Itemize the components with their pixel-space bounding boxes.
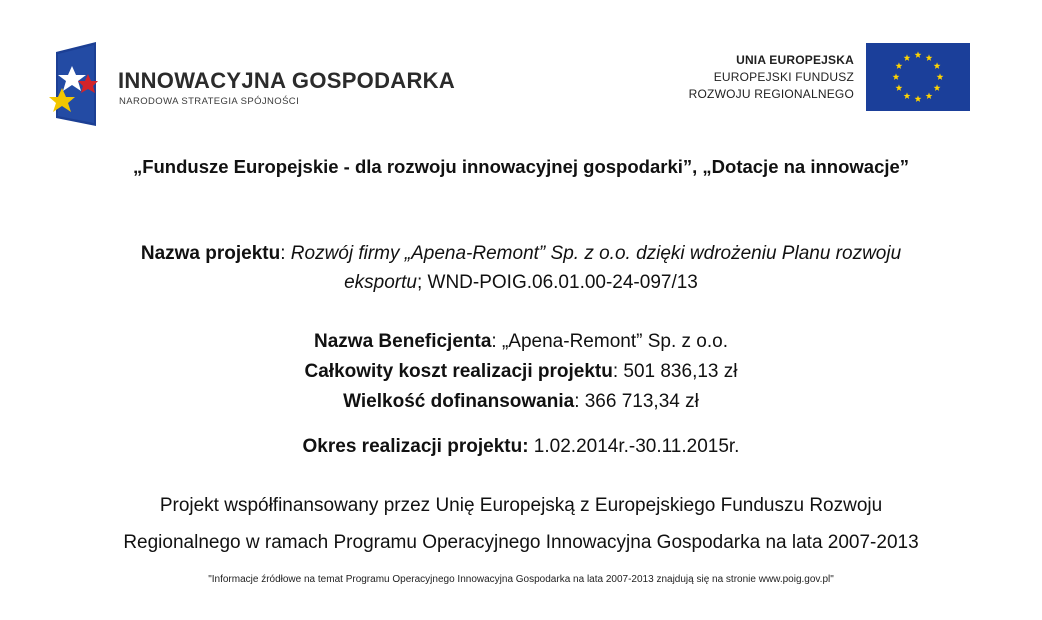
project-name-value-2: eksportu: [344, 272, 417, 293]
project-name-label: Nazwa projektu: [140, 243, 281, 264]
beneficiary-line: [0, 331, 1042, 353]
total-cost-label: Całkowity koszt realizacji projektu: [304, 361, 613, 382]
project-name-line-2: [0, 272, 1042, 294]
logo-subtitle: NARODOWA STRATEGIA SPÓJNOŚCI: [119, 96, 300, 107]
footer-note: "Informacje źródłowe na temat Programu Operacyjnego Innowacyjna Gospodarka na lata 2007-2013 znajdują się na stronie www.poig.gov.pl": [208, 574, 834, 585]
period-line: [0, 436, 1042, 458]
total-cost-value: : 501 836,13 zł: [612, 361, 738, 382]
funding-line: [0, 391, 1042, 413]
period-label: Okres realizacji projektu:: [302, 436, 529, 457]
funding-label: Wielkość dofinansowania: [343, 391, 575, 412]
eu-flag-icon: [866, 43, 970, 111]
cofinancing-line-1: Projekt współfinansowany przez Unię Europejską z Europejskiego Funduszu Rozwoju: [159, 495, 883, 516]
project-name-line: Nazwa projektu: Rozwój firmy „Apena-Remont” Sp. z o.o. dzięki wdrożeniu Planu rozwoju: [140, 243, 902, 264]
eu-text-block: [689, 52, 854, 103]
beneficiary-value: : „Apena-Remont” Sp. z o.o.: [491, 331, 728, 352]
project-name-value: Rozwój firmy „Apena-Remont” Sp. z o.o. dzięki wdrożeniu Planu rozwoju: [290, 243, 902, 264]
period-value: 1.02.2014r.-30.11.2015r.: [528, 436, 740, 457]
innowacyjna-gospodarka-logo: [48, 40, 456, 130]
eu-fund-line: EUROPEJSKI FUNDUSZ: [713, 70, 854, 84]
project-code: ; WND-POIG.06.01.00-24-097/13: [416, 272, 698, 293]
beneficiary-label: Nazwa Beneficjenta: [314, 331, 492, 352]
slogan: „Fundusze Europejskie - dla rozwoju innowacyjnej gospodarki”, „Dotacje na innowacje”: [132, 156, 910, 177]
funding-value: : 366 713,34 zł: [574, 391, 699, 412]
total-cost-line: [0, 361, 1042, 383]
eu-region-line: ROZWOJU REGIONALNEGO: [688, 87, 854, 101]
logo-title: INNOWACYJNA GOSPODARKA: [118, 68, 456, 93]
innowacyjna-gospodarka-logo-icon: [48, 40, 108, 130]
eu-title: UNIA EUROPEJSKA: [736, 53, 854, 67]
cofinancing-line-2: Regionalnego w ramach Programu Operacyjnego Innowacyjna Gospodarka na lata 2007-2013: [123, 532, 919, 553]
